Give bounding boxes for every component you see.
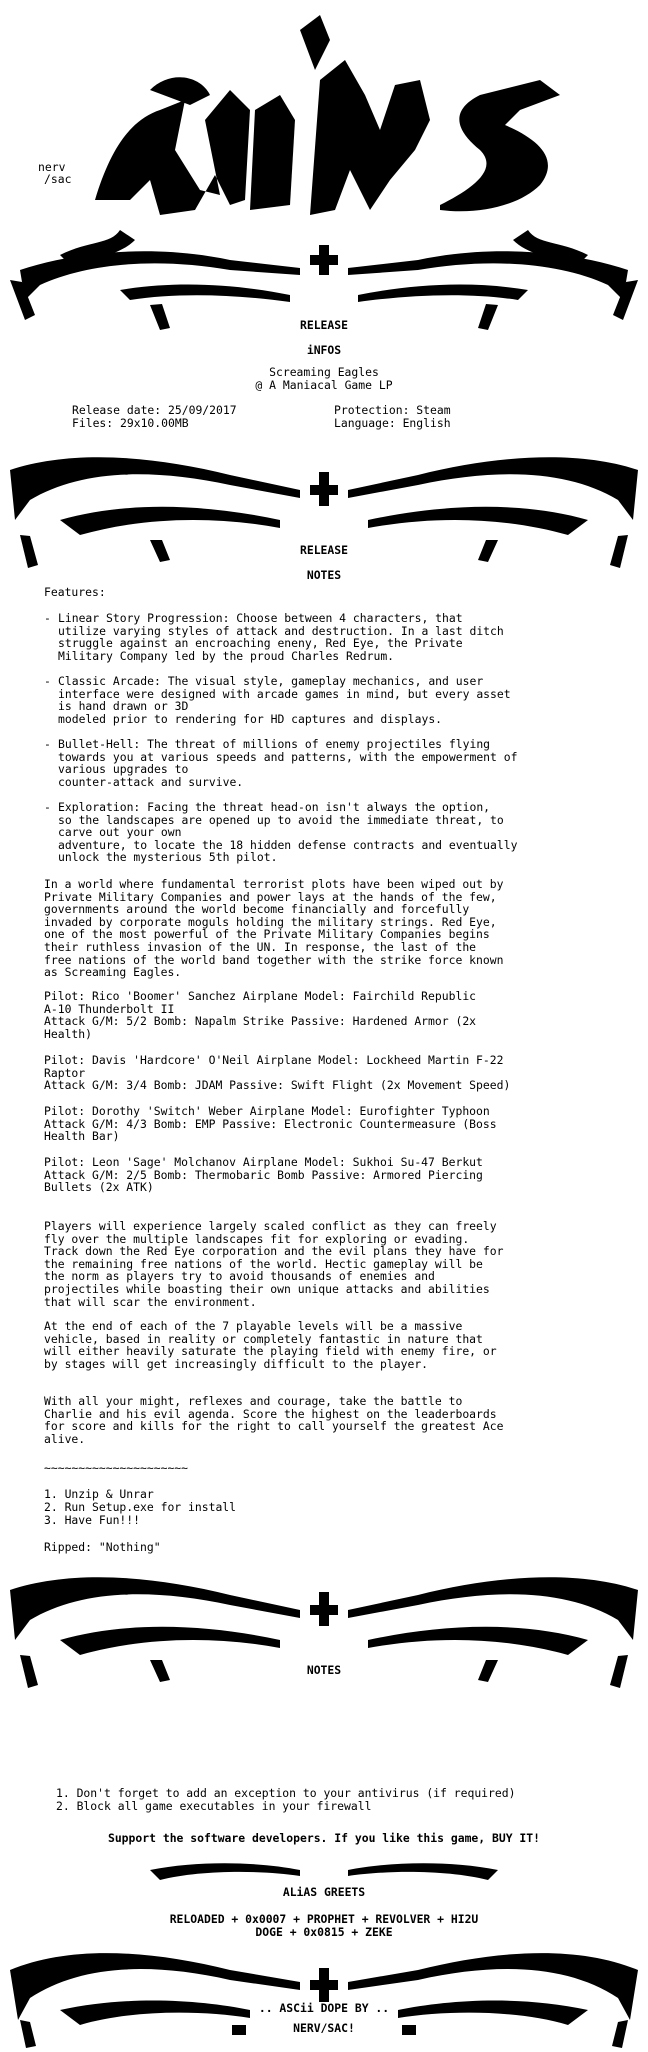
note-item: 2. Block all game executables in your firewall [56,1799,372,1813]
pilot-entry: Pilot: Rico 'Boomer' Sanchez Airplane Model: Fairchild Republic A-10 Thunderbolt II Attack G/M: 5/2 Bomb: Napalm Strike Passive: Hardened Armor (2x Health) [44,989,477,1041]
greets-line: DOGE + 0x0815 + ZEKE [255,1925,393,1939]
ripped-note: Ripped: "Nothing" [44,1540,161,1554]
pilot-entry: Pilot: Leon 'Sage' Molchanov Airplane Model: Sukhoi Su-47 Berkut Attack G/M: 2/5 Bomb: Thermobaric Bomb Passive: Armored Piercing Bullets (2x ATK) [44,1155,483,1195]
side-credit-line-2: /sac [44,172,72,187]
release-publisher: @ A Maniacal Game LP [255,378,393,392]
alias-logo-art [0,0,648,330]
feature-bullet: - [44,800,51,814]
greets-line: RELOADED + 0x0007 + PROPHET + REVOLVER + HI2U [169,1912,479,1926]
notes-banner-line-1: RELEASE [299,542,348,557]
footer-author: NERV/SAC! [293,2021,355,2035]
greets-title: ALiAS GREETS [282,1885,366,1899]
feature-item [44,738,604,793]
feature-text: Classic Arcade: The visual style, gameplay mechanics, and user interface were designed with arcade games in mind, but every asset is hand drawn or 3D modeled prior to rendering for HD captures and displays. [58,674,511,726]
feature-item [44,612,604,667]
features-heading: Features: [44,585,106,599]
divider-line: ~~~~~~~~~~~~~~~~~~~~~ [44,1461,189,1475]
feature-bullet: - [44,737,51,751]
banner-line-1: RELEASE [299,317,348,332]
feature-item [44,675,604,730]
feature-bullet: - [44,674,51,688]
install-step: 1. Unzip & Unrar [44,1487,154,1501]
side-credit [38,148,71,186]
side-credit-line-1: nerv [38,159,66,174]
install-step: 3. Have Fun!!! [44,1513,141,1527]
feature-bullet: - [44,611,51,625]
release-date: Release date: 25/09/2017 [72,403,237,417]
banner-line-2: iNFOS [306,342,342,357]
note-item: 1. Don't forget to add an exception to your antivirus (if required) [56,1786,516,1800]
install-step: 2. Run Setup.exe for install [44,1500,237,1514]
feature-text: Bullet-Hell: The threat of millions of enemy projectiles flying towards you at various speeds and patterns, with the empowerment of various upgrades to counter-attack and survive. [58,737,518,789]
feature-text: Exploration: Facing the threat head-on isn't always the option, so the landscapes are opened up to avoid the immediate threat, to carve out your own adventure, to locate the 18 hidden defense contracts and eventually unlock the mysterious 5th pilot. [58,800,518,865]
release-protection: Protection: Steam [334,403,451,417]
footer-credit: .. ASCii DOPE BY .. [258,2001,390,2015]
support-line: Support the software developers. If you like this game, BUY IT! [107,1831,541,1845]
gameplay-paragraph: Players will experience largely scaled conflict as they can freely fly over the multiple landscapes fit for exploring or evading. Track down the Red Eye corporation and the evil plans they have for the remaining free nations of the world. Hectic gameplay will be the norm as players try to avoid thousands of enemies and projectiles while boasting their own unique attacks and abilities that will scar the environment. [44,1219,504,1309]
pilot-entry: Pilot: Davis 'Hardcore' O'Neil Airplane Model: Lockheed Martin F-22 Raptor Attack G/M: 3/4 Bomb: JDAM Passive: Swift Flight (2x Movement Speed) [44,1053,511,1093]
pilot-entry: Pilot: Dorothy 'Switch' Weber Airplane Model: Eurofighter Typhoon Attack G/M: 4/3 Bomb: EMP Passive: Electronic Countermeasure (Boss Health Bar) [44,1104,497,1144]
closing-paragraph: With all your might, reflexes and courage, take the battle to Charlie and his evil agenda. Score the highest on the leaderboards for score and kills for the right to call yourself the greatest Ace alive. [44,1394,504,1446]
release-infos-banner [0,306,648,369]
feature-item [44,801,604,869]
release-title: Screaming Eagles [269,365,379,379]
release-files: Files: 29x10.00MB [72,416,189,430]
story-paragraph: In a world where fundamental terrorist plots have been wiped out by Private Military Companies and power lays at the hands of the few, governments around the world become financially and forcefully invaded by corporate moguls holding the military strings. Red Eye, one of the most powerful of the Private Military Companies begins their ruthless invasion of the UN. In response, the last of the free nations of the world band together with the strike force known as Screaming Eagles. [44,877,504,980]
notes-banner-line-2: NOTES [306,567,342,582]
greets-frame-art [0,1850,648,2050]
bosses-paragraph: At the end of each of the 7 playable levels will be a massive vehicle, based in reality or completely fantastic in nature that will either heavily saturate the playing field with enemy fire, or by stages will get increasingly difficult to the player. [44,1319,497,1371]
notes-banner: NOTES [306,1663,342,1677]
release-language: Language: English [334,416,451,430]
feature-text: Linear Story Progression: Choose between 4 characters, that utilize varying styles of attack and destruction. In a last ditch struggle against an encroaching eneny, Red Eye, the Private Military Company led by the proud Charles Redrum. [58,611,504,663]
